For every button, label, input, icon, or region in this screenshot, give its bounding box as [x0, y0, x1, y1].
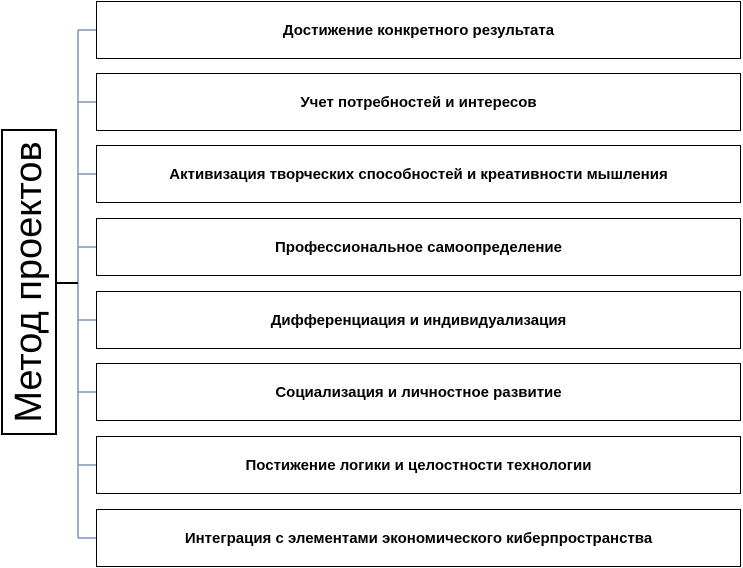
item-label: Дифференциация и индивидуализация	[270, 311, 567, 329]
item-node-self-determination	[96, 218, 741, 276]
item-label: Достижение конкретного результата	[282, 21, 555, 39]
item-node-creativity	[96, 145, 741, 203]
item-label: Активизация творческих способностей и креативности мышления	[169, 165, 668, 183]
root-label: Метод проектов	[8, 141, 50, 423]
item-node-socialization	[96, 363, 741, 421]
item-node-technology-logic	[96, 436, 741, 494]
item-label: Интеграция с элементами экономического киберпространства	[184, 529, 653, 547]
item-label: Социализация и личностное развитие	[275, 383, 562, 401]
item-node-differentiation	[96, 291, 741, 349]
item-label: Учет потребностей и интересов	[300, 93, 537, 111]
item-label: Профессиональное самоопределение	[275, 238, 562, 256]
item-node-cyberspace	[96, 509, 741, 567]
item-label: Постижение логики и целостности технологии	[245, 456, 592, 474]
root-node	[1, 129, 57, 435]
item-node-needs	[96, 73, 741, 131]
item-node-result	[96, 1, 741, 59]
